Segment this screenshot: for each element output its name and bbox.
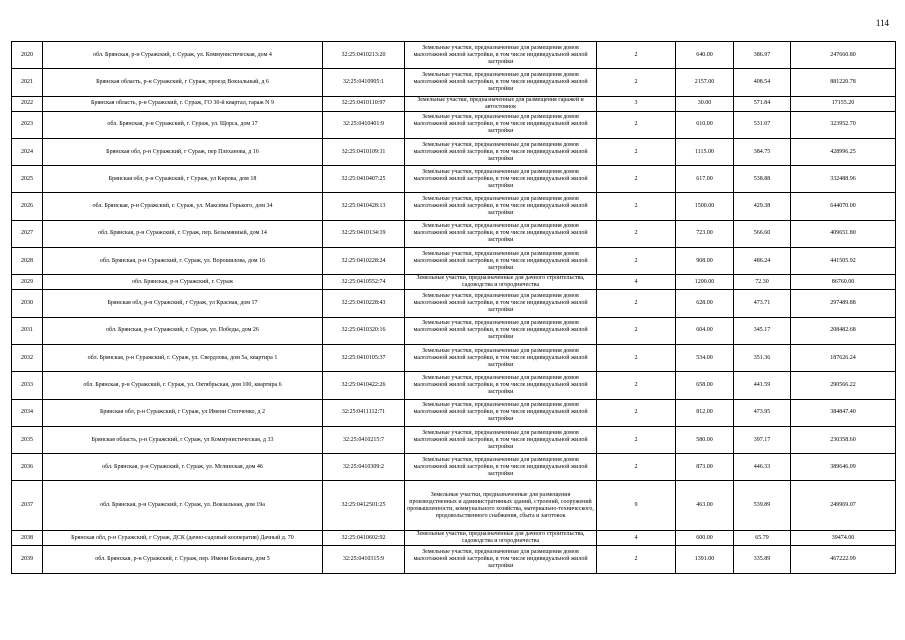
permitted-use-cell: Земельные участки, предназначенные для дачного строительства, садоводства и огородничества	[405, 275, 597, 290]
address-cell: Брянская обл, р-н Суражский, г Сураж, ДСК (дачно-садовый кооператив) Дачный д. 70	[43, 531, 323, 546]
specific-value-cell: 65.79	[734, 531, 791, 546]
permitted-use-cell: Земельные участки, предназначенные для размещения домов малоэтажной жилой застройки, в том числе индивидуальной жилой застройки	[405, 290, 597, 317]
table-row	[12, 546, 896, 573]
area-cell: 723.00	[676, 220, 734, 247]
use-group-cell: 2	[597, 111, 676, 138]
address-cell: обл. Брянская, р-н Суражский, г. Сураж, ул. Ворошилова, дом 16	[43, 248, 323, 275]
table-row	[12, 138, 896, 165]
use-group-cell: 2	[597, 290, 676, 317]
area-cell: 604.00	[676, 317, 734, 344]
use-group-cell: 2	[597, 454, 676, 481]
address-cell: Брянская обл, р-н Суражский, г Сураж, ул Кирова, дом 18	[43, 166, 323, 193]
cadastral-number-cell: 32:25:0410315:9	[323, 546, 405, 573]
area-cell: 1200.00	[676, 275, 734, 290]
cadastral-value-cell: 467222.99	[791, 546, 896, 573]
use-group-cell: 9	[597, 481, 676, 531]
row-number-cell: 2038	[12, 531, 43, 546]
row-number-cell: 2024	[12, 138, 43, 165]
cadastral-number-cell: 32:25:0410407:25	[323, 166, 405, 193]
area-cell: 812.00	[676, 399, 734, 426]
use-group-cell: 2	[597, 248, 676, 275]
cadastral-value-cell: 409651.80	[791, 220, 896, 247]
use-group-cell: 2	[597, 399, 676, 426]
area-cell: 1115.00	[676, 138, 734, 165]
cadastral-value-cell: 249969.07	[791, 481, 896, 531]
table-row	[12, 344, 896, 371]
use-group-cell: 2	[597, 42, 676, 69]
table-row	[12, 372, 896, 399]
area-cell: 1391.00	[676, 546, 734, 573]
address-cell: обл. Брянская, р-н Суражский, г. Сураж, ул. Максима Горького, дом 34	[43, 193, 323, 220]
cadastral-value-cell: 247660.80	[791, 42, 896, 69]
row-number-cell: 2033	[12, 372, 43, 399]
use-group-cell: 4	[597, 531, 676, 546]
row-number-cell: 2034	[12, 399, 43, 426]
specific-value-cell: 345.17	[734, 317, 791, 344]
cadastral-value-cell: 881220.78	[791, 69, 896, 96]
table-row	[12, 42, 896, 69]
table-row	[12, 111, 896, 138]
address-cell: обл. Брянская, р-н Суражский, г. Сураж	[43, 275, 323, 290]
address-cell: обл. Брянская, р-н Суражский, г. Сураж, ул. Октябрьская, дом 100, квартира 6	[43, 372, 323, 399]
permitted-use-cell: Земельные участки, предназначенные для размещения производственных и административных зданий, строений, сооружений промышленности, коммунального хозяйства, материально-технического, продовольственного снабжения, сбыта и заготовок	[405, 481, 597, 531]
cadastral-number-cell: 32:25:0410422:26	[323, 372, 405, 399]
address-cell: обл. Брянская, р-н Суражский, г. Сураж, ул. Коммунистическая, дом 4	[43, 42, 323, 69]
table-row	[12, 248, 896, 275]
use-group-cell: 2	[597, 69, 676, 96]
address-cell: обл. Брянская, р-н Суражский, г. Сураж, ул. Мглинская, дом 46	[43, 454, 323, 481]
specific-value-cell: 571.84	[734, 96, 791, 111]
permitted-use-cell: Земельные участки, предназначенные для дачного строительства, садоводства и огородничества	[405, 531, 597, 546]
cadastral-value-cell: 323952.70	[791, 111, 896, 138]
cadastral-number-cell: 32:25:0411112:71	[323, 399, 405, 426]
table-row	[12, 481, 896, 531]
table-row	[12, 220, 896, 247]
specific-value-cell: 429.38	[734, 193, 791, 220]
use-group-cell: 2	[597, 372, 676, 399]
row-number-cell: 2031	[12, 317, 43, 344]
permitted-use-cell: Земельные участки, предназначенные для размещения домов малоэтажной жилой застройки, в том числе индивидуальной жилой застройки	[405, 220, 597, 247]
cadastral-number-cell: 32:25:0410552:74	[323, 275, 405, 290]
area-cell: 2157.00	[676, 69, 734, 96]
permitted-use-cell: Земельные участки, предназначенные для размещения домов малоэтажной жилой застройки, в том числе индивидуальной жилой застройки	[405, 546, 597, 573]
cadastral-value-cell: 384847.40	[791, 399, 896, 426]
address-cell: обл. Брянская, р-н Суражский, г. Сураж, ул. Победы, дом 26	[43, 317, 323, 344]
cadastral-number-cell: 32:25:0410320:16	[323, 317, 405, 344]
cadastral-number-cell: 32:25:0410228:43	[323, 290, 405, 317]
permitted-use-cell: Земельные участки, предназначенные для размещения гаражей и автостоянок	[405, 96, 597, 111]
row-number-cell: 2022	[12, 96, 43, 111]
area-cell: 640.00	[676, 42, 734, 69]
permitted-use-cell: Земельные участки, предназначенные для размещения домов малоэтажной жилой застройки, в том числе индивидуальной жилой застройки	[405, 344, 597, 371]
permitted-use-cell: Земельные участки, предназначенные для размещения домов малоэтажной жилой застройки, в том числе индивидуальной жилой застройки	[405, 248, 597, 275]
cadastral-number-cell: 32:25:0410401:9	[323, 111, 405, 138]
area-cell: 580.00	[676, 426, 734, 453]
area-cell: 1500.00	[676, 193, 734, 220]
permitted-use-cell: Земельные участки, предназначенные для размещения домов малоэтажной жилой застройки, в том числе индивидуальной жилой застройки	[405, 317, 597, 344]
specific-value-cell: 335.89	[734, 546, 791, 573]
specific-value-cell: 473.95	[734, 399, 791, 426]
cadastral-value-cell: 86760.00	[791, 275, 896, 290]
cadastral-number-cell: 32:25:0410905:1	[323, 69, 405, 96]
permitted-use-cell: Земельные участки, предназначенные для размещения домов малоэтажной жилой застройки, в том числе индивидуальной жилой застройки	[405, 399, 597, 426]
table-row	[12, 399, 896, 426]
cadastral-number-cell: 32:25:0410105:37	[323, 344, 405, 371]
area-cell: 534.00	[676, 344, 734, 371]
address-cell: Брянская обл, р-н Суражский, г Сураж, ул Имени Степченко, д 2	[43, 399, 323, 426]
permitted-use-cell: Земельные участки, предназначенные для размещения домов малоэтажной жилой застройки, в том числе индивидуальной жилой застройки	[405, 138, 597, 165]
address-cell: обл. Брянская, р-н Суражский, г. Сураж, пер. Безымянный, дом 14	[43, 220, 323, 247]
cadastral-number-cell: 32:25:0410109:11	[323, 138, 405, 165]
row-number-cell: 2036	[12, 454, 43, 481]
row-number-cell: 2020	[12, 42, 43, 69]
area-cell: 628.00	[676, 290, 734, 317]
specific-value-cell: 539.89	[734, 481, 791, 531]
table-row	[12, 166, 896, 193]
row-number-cell: 2030	[12, 290, 43, 317]
address-cell: Брянская обл, р-н Суражский, г Сураж, пер Плеханова, д 16	[43, 138, 323, 165]
specific-value-cell: 408.54	[734, 69, 791, 96]
permitted-use-cell: Земельные участки, предназначенные для размещения домов малоэтажной жилой застройки, в том числе индивидуальной жилой застройки	[405, 454, 597, 481]
specific-value-cell: 486.24	[734, 248, 791, 275]
use-group-cell: 2	[597, 426, 676, 453]
area-cell: 463.00	[676, 481, 734, 531]
land-valuation-table	[11, 41, 896, 574]
area-cell: 617.00	[676, 166, 734, 193]
area-cell: 30.00	[676, 96, 734, 111]
cadastral-value-cell: 290566.22	[791, 372, 896, 399]
address-cell: обл. Брянская, р-н Суражский, г. Сураж, ул. Вокзальная, дом 19а	[43, 481, 323, 531]
row-number-cell: 2021	[12, 69, 43, 96]
row-number-cell: 2028	[12, 248, 43, 275]
row-number-cell: 2035	[12, 426, 43, 453]
table-row	[12, 426, 896, 453]
cadastral-value-cell: 297489.88	[791, 290, 896, 317]
permitted-use-cell: Земельные участки, предназначенные для размещения домов малоэтажной жилой застройки, в том числе индивидуальной жилой застройки	[405, 69, 597, 96]
table-row	[12, 193, 896, 220]
use-group-cell: 2	[597, 344, 676, 371]
cadastral-value-cell: 230358.60	[791, 426, 896, 453]
specific-value-cell: 566.60	[734, 220, 791, 247]
use-group-cell: 2	[597, 220, 676, 247]
specific-value-cell: 386.97	[734, 42, 791, 69]
cadastral-value-cell: 17155.20	[791, 96, 896, 111]
row-number-cell: 2039	[12, 546, 43, 573]
use-group-cell: 2	[597, 546, 676, 573]
address-cell: Брянская область, р-н Суражский, г Сураж, проезд Вокзальный, д 6	[43, 69, 323, 96]
table-row	[12, 69, 896, 96]
table-row	[12, 317, 896, 344]
address-cell: Брянская обл, р-н Суражский, г Сураж, ул Красная, дом 17	[43, 290, 323, 317]
cadastral-number-cell: 32:25:0410428:13	[323, 193, 405, 220]
specific-value-cell: 441.59	[734, 372, 791, 399]
address-cell: обл. Брянская, р-н Суражский, г. Сураж, ул. Свердлова, дом 5а, квартира 1	[43, 344, 323, 371]
permitted-use-cell: Земельные участки, предназначенные для размещения домов малоэтажной жилой застройки, в том числе индивидуальной жилой застройки	[405, 111, 597, 138]
row-number-cell: 2037	[12, 481, 43, 531]
specific-value-cell: 351.36	[734, 344, 791, 371]
specific-value-cell: 473.71	[734, 290, 791, 317]
cadastral-number-cell: 32:25:0412501:25	[323, 481, 405, 531]
row-number-cell: 2032	[12, 344, 43, 371]
cadastral-number-cell: 32:25:0410309:2	[323, 454, 405, 481]
specific-value-cell: 397.17	[734, 426, 791, 453]
area-cell: 600.00	[676, 531, 734, 546]
cadastral-value-cell: 644070.00	[791, 193, 896, 220]
use-group-cell: 3	[597, 96, 676, 111]
specific-value-cell: 446.33	[734, 454, 791, 481]
row-number-cell: 2025	[12, 166, 43, 193]
cadastral-value-cell: 208482.68	[791, 317, 896, 344]
table-row	[12, 531, 896, 546]
permitted-use-cell: Земельные участки, предназначенные для размещения домов малоэтажной жилой застройки, в том числе индивидуальной жилой застройки	[405, 426, 597, 453]
cadastral-number-cell: 32:25:0410215:7	[323, 426, 405, 453]
specific-value-cell: 72.30	[734, 275, 791, 290]
cadastral-number-cell: 32:25:0410213:20	[323, 42, 405, 69]
table-row	[12, 290, 896, 317]
specific-value-cell: 538.88	[734, 166, 791, 193]
use-group-cell: 2	[597, 317, 676, 344]
area-cell: 610.00	[676, 111, 734, 138]
address-cell: обл. Брянская, р-н Суражский, г. Сураж, ул. Щорса, дом 17	[43, 111, 323, 138]
cadastral-value-cell: 389646.09	[791, 454, 896, 481]
row-number-cell: 2029	[12, 275, 43, 290]
table-row	[12, 275, 896, 290]
address-cell: обл. Брянская, р-н Суражский, г. Сураж, пер. Имени Больвата, дом 5	[43, 546, 323, 573]
row-number-cell: 2023	[12, 111, 43, 138]
use-group-cell: 4	[597, 275, 676, 290]
address-cell: Брянская область, р-н Суражский, г. Сураж, ГО 30-й квартал, гараж N 9	[43, 96, 323, 111]
area-cell: 908.00	[676, 248, 734, 275]
cadastral-value-cell: 428996.25	[791, 138, 896, 165]
cadastral-value-cell: 441505.92	[791, 248, 896, 275]
cadastral-number-cell: 32:25:0410602:92	[323, 531, 405, 546]
address-cell: Брянская область, р-н Суражский, г Сураж, ул Коммунистическая, д 33	[43, 426, 323, 453]
page-number: 114	[875, 18, 889, 28]
cadastral-value-cell: 39474.00	[791, 531, 896, 546]
cadastral-number-cell: 32:25:0410228:24	[323, 248, 405, 275]
permitted-use-cell: Земельные участки, предназначенные для размещения домов малоэтажной жилой застройки, в том числе индивидуальной жилой застройки	[405, 166, 597, 193]
permitted-use-cell: Земельные участки, предназначенные для размещения домов малоэтажной жилой застройки, в том числе индивидуальной жилой застройки	[405, 372, 597, 399]
cadastral-number-cell: 32:25:0410134:19	[323, 220, 405, 247]
use-group-cell: 2	[597, 166, 676, 193]
row-number-cell: 2026	[12, 193, 43, 220]
permitted-use-cell: Земельные участки, предназначенные для размещения домов малоэтажной жилой застройки, в том числе индивидуальной жилой застройки	[405, 42, 597, 69]
table-row	[12, 454, 896, 481]
table-row	[12, 96, 896, 111]
specific-value-cell: 531.07	[734, 111, 791, 138]
cadastral-number-cell: 32:25:0410110:97	[323, 96, 405, 111]
cadastral-value-cell: 332488.96	[791, 166, 896, 193]
use-group-cell: 2	[597, 193, 676, 220]
area-cell: 873.00	[676, 454, 734, 481]
permitted-use-cell: Земельные участки, предназначенные для размещения домов малоэтажной жилой застройки, в том числе индивидуальной жилой застройки	[405, 193, 597, 220]
use-group-cell: 2	[597, 138, 676, 165]
specific-value-cell: 384.75	[734, 138, 791, 165]
area-cell: 658.00	[676, 372, 734, 399]
cadastral-value-cell: 187626.24	[791, 344, 896, 371]
row-number-cell: 2027	[12, 220, 43, 247]
